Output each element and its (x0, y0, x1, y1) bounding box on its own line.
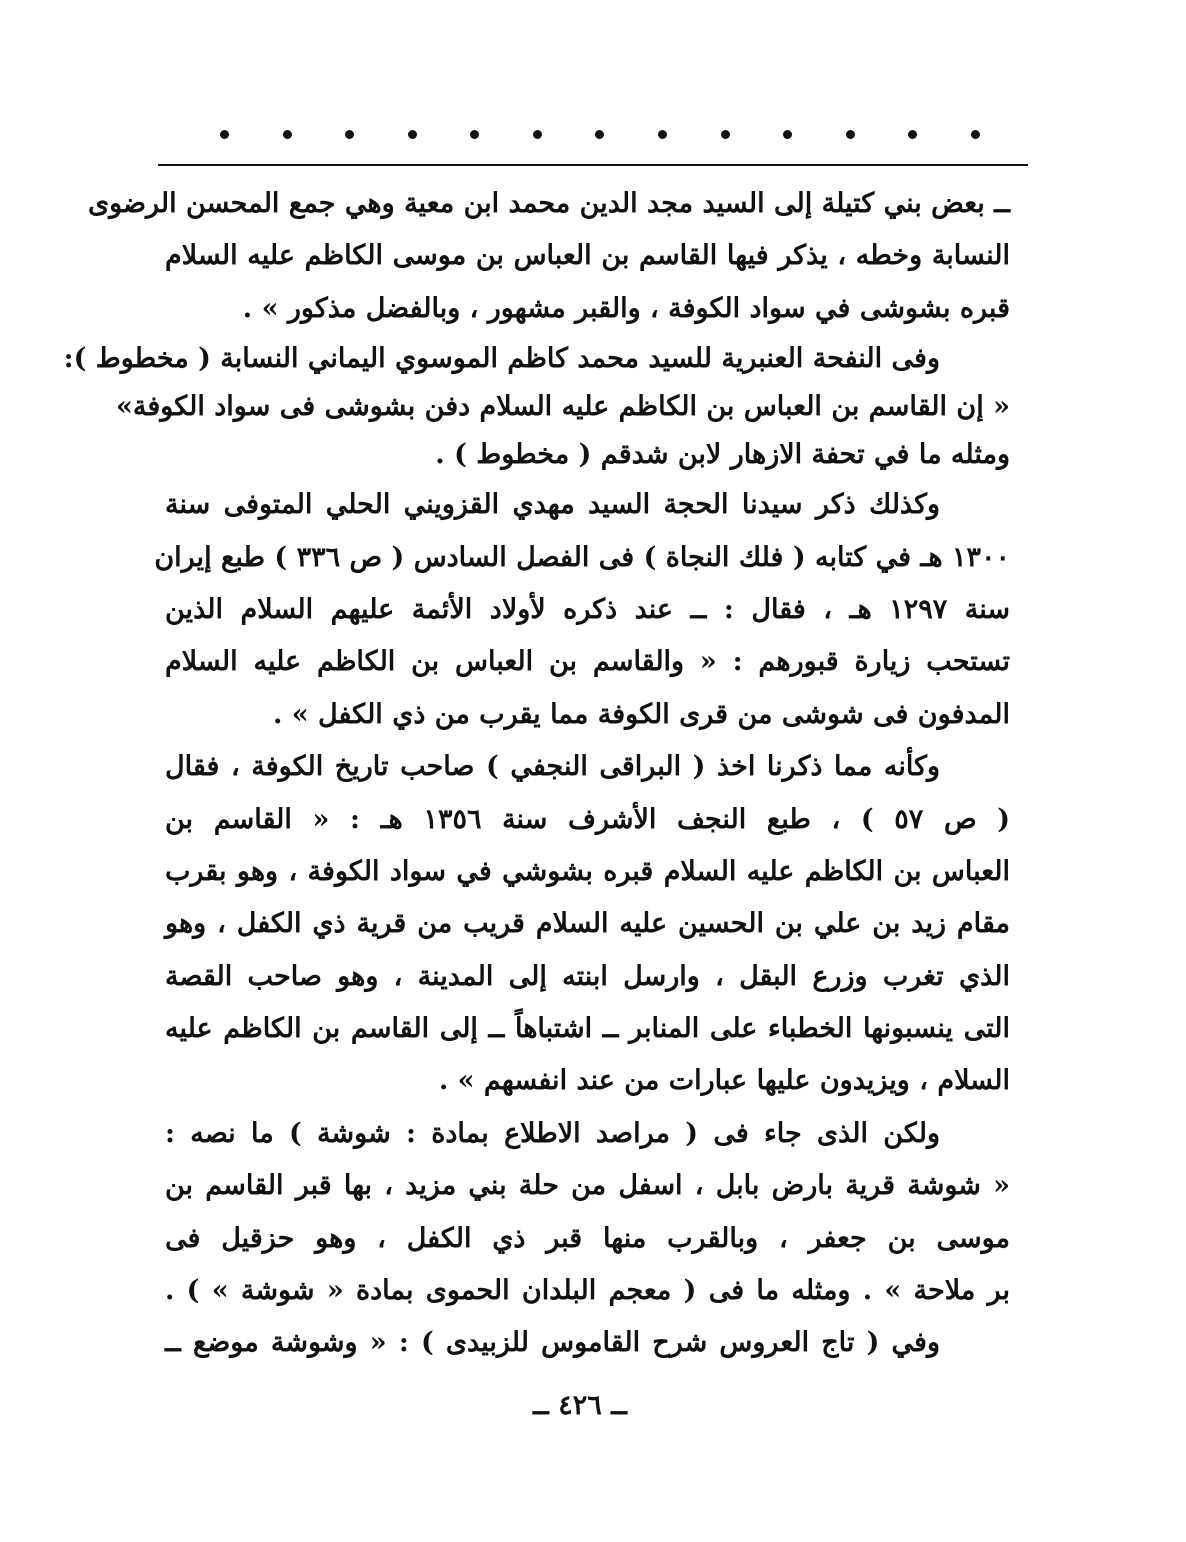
text-line: الذي تغرب وزرع البقل ، وارسل ابنته إلى المدينة ، وهو صاحب القصة (165, 960, 1010, 992)
ornament-dot (220, 130, 229, 139)
text-line: وكذلك ذكر سيدنا الحجة السيد مهدي القزويني الحلي المتوفى سنة (165, 489, 940, 521)
text-line: قبره بشوشى في سواد الكوفة ، والقبر مشهور ، وبالفضل مذكور » . (242, 292, 1010, 324)
text-line: مقام زيد بن علي بن الحسين عليه السلام قريب من قرية ذي الكفل ، وهو (165, 908, 1010, 940)
ornament-dot (470, 130, 479, 139)
text-line: تستحب زيارة قبورهم : « والقاسم بن العباس بن الكاظم عليه السلام (165, 646, 1010, 678)
ornament-dot (721, 130, 730, 139)
text-line: سنة ١٢٩٧ هـ ، فقال : ــ عند ذكره لأولاد الأئمة عليهم السلام الذين (165, 593, 1010, 625)
ornament-dot (658, 130, 667, 139)
ornament-dot (783, 130, 792, 139)
text-line: « إن القاسم بن العباس بن الكاظم عليه السلام دفن بشوشى فى سواد الكوفة» (116, 391, 1010, 423)
text-line: ومثله ما في تحفة الازهار لابن شدقم ( مخطوط ) . (435, 439, 1010, 471)
ornament-dot (846, 130, 855, 139)
text-line: ــ بعض بني كتيلة إلى السيد مجد الدين محمد ابن معية وهي جمع المحسن الرضوى (87, 188, 1010, 219)
text-line: النسابة وخطه ، يذكر فيها القاسم بن العباس بن موسى الكاظم عليه السلام (165, 240, 1010, 272)
page-number: ــ ٤٢٦ ــ (533, 1390, 627, 1421)
text-line: ( ص ٥٧ ) ، طبع النجف الأشرف سنة ١٣٥٦ هـ : « القاسم بن (165, 803, 1010, 835)
text-line: السلام ، ويزيدون عليها عبارات من عند انفسهم » . (438, 1065, 1010, 1097)
ornament-dot (533, 130, 542, 139)
text-line: وفي ( تاج العروس شرح القاموس للزبيدى ) : « وشوشة موضع ــ (165, 1327, 940, 1359)
body-text (63, 178, 1010, 1370)
ornament-dot (408, 130, 417, 139)
ornament-dot (283, 130, 292, 139)
text-line: موسى بن جعفر ، وبالقرب منها قبر ذي الكفل ، وهو حزقيل فى (165, 1222, 1010, 1254)
text-line: وكأنه مما ذكرنا اخذ ( البراقى النجفي ) صاحب تاريخ الكوفة ، فقال (165, 751, 940, 783)
ornament-dot (908, 130, 917, 139)
ornament-dot (345, 130, 354, 139)
text-line: المدفون فى شوشى من قرى الكوفة مما يقرب من ذي الكفل » . (272, 698, 1010, 730)
text-line: وفى النفحة العنبرية للسيد محمد كاظم الموسوي اليماني النسابة ( مخطوط ): (63, 343, 940, 375)
ornament-dot (971, 130, 980, 139)
text-line: العباس بن الكاظم عليه السلام قبره بشوشي في سواد الكوفة ، وهو بقرب (165, 855, 1010, 887)
text-line: التى ينسبونها الخطباء على المنابر ــ اشتباهاً ــ إلى القاسم بن الكاظم عليه (165, 1013, 1010, 1045)
header-dot-ornament (220, 126, 980, 142)
text-line: « شوشة قرية بارض بابل ، اسفل من حلة بني مزيد ، بها قبر القاسم بن (165, 1170, 1010, 1202)
text-line: ولكن الذى جاء فى ( مراصد الاطلاع بمادة : شوشة ) ما نصه : (165, 1117, 940, 1149)
text-line: بر ملاحة » . ومثله ما فى ( معجم البلدان الحموى بمادة « شوشة » ) . (165, 1275, 1010, 1307)
header-divider (158, 164, 1028, 166)
ornament-dot (595, 130, 604, 139)
text-line: ١٣٠٠ هـ في كتابه ( فلك النجاة ) فى الفصل السادس ( ص ٣٣٦ ) طبع إيران (154, 541, 1010, 573)
